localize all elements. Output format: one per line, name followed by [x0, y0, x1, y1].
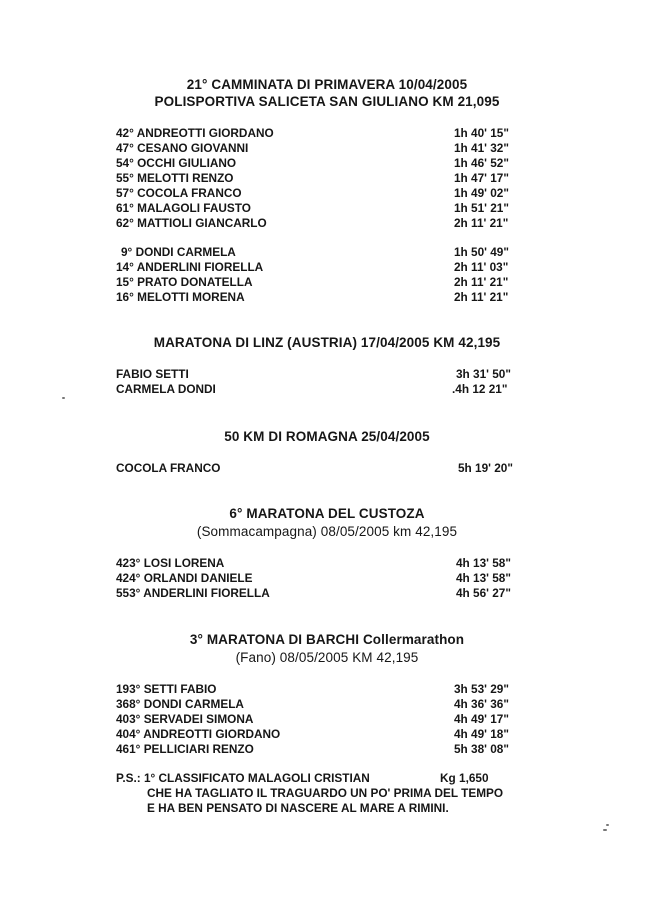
result-time: 4h 13' 58"	[456, 556, 511, 570]
result-time: 3h 53' 29"	[454, 682, 509, 696]
ps-line-2: E HA BEN PENSATO DI NASCERE AL MARE A RIMINI.	[147, 801, 449, 815]
result-time: 1h 47' 17"	[454, 171, 509, 185]
result-row: 42° ANDREOTTI GIORDANO	[116, 126, 274, 140]
result-row: 193° SETTI FABIO	[116, 682, 217, 696]
result-row: COCOLA FRANCO	[116, 461, 221, 475]
result-row: 54° OCCHI GIULIANO	[116, 156, 237, 170]
result-row: 9° DONDI CARMELA	[121, 245, 236, 259]
scan-speck	[62, 397, 65, 399]
result-row: 553° ANDERLINI FIORELLA	[116, 586, 270, 600]
result-time: 2h 11' 21"	[454, 290, 509, 304]
result-row: 461° PELLICIARI RENZO	[116, 742, 254, 756]
ps-weight: Kg 1,650	[440, 771, 489, 785]
result-time: 4h 36' 36"	[454, 697, 509, 711]
section-2-title: MARATONA DI LINZ (AUSTRIA) 17/04/2005 KM 42,195	[153, 335, 501, 350]
scan-speck	[603, 829, 607, 831]
section-3-title: 50 KM DI ROMAGNA 25/04/2005	[224, 429, 430, 444]
result-time: 1h 50' 49"	[454, 245, 509, 259]
result-time: 2h 11' 21"	[454, 275, 509, 289]
result-time: 4h 49' 17"	[454, 712, 509, 726]
result-time: 1h 51' 21"	[454, 201, 509, 215]
scan-speck	[606, 824, 609, 826]
result-time: 1h 49' 02"	[454, 186, 509, 200]
result-row: 47° CESANO GIOVANNI	[116, 141, 249, 155]
result-time: 1h 41' 32"	[454, 141, 509, 155]
result-row: 16° MELOTTI MORENA	[116, 290, 245, 304]
result-row: 423° LOSI LORENA	[116, 556, 225, 570]
result-row: 55° MELOTTI RENZO	[116, 171, 234, 185]
section-4-title-line-1: 6° MARATONA DEL CUSTOZA	[229, 506, 425, 521]
ps-label: P.S.: 1° CLASSIFICATO MALAGOLI CRISTIAN	[116, 771, 370, 785]
result-row: 15° PRATO DONATELLA	[116, 275, 253, 289]
result-time: 2h 11' 03"	[454, 260, 509, 274]
result-time: 2h 11' 21"	[454, 216, 509, 230]
result-time: 4h 56' 27"	[456, 586, 511, 600]
result-row: 61° MALAGOLI FAUSTO	[116, 201, 251, 215]
section-5-title-line-1: 3° MARATONA DI BARCHI Collermarathon	[189, 632, 465, 647]
result-time: 3h 31' 50"	[456, 367, 511, 381]
result-row: CARMELA DONDI	[116, 382, 216, 396]
section-5-title-line-2: (Fano) 08/05/2005 KM 42,195	[235, 650, 419, 665]
result-row: FABIO SETTI	[116, 367, 189, 381]
result-row: 424° ORLANDI DANIELE	[116, 571, 253, 585]
result-time: .4h 12 21"	[452, 382, 508, 396]
result-row: 62° MATTIOLI GIANCARLO	[116, 216, 267, 230]
result-row: 404° ANDREOTTI GIORDANO	[116, 727, 281, 741]
section-1-title-line-1: 21° CAMMINATA DI PRIMAVERA 10/04/2005	[186, 77, 468, 92]
result-row: 368° DONDI CARMELA	[116, 697, 244, 711]
ps-line-1: CHE HA TAGLIATO IL TRAGUARDO UN PO' PRIMA DEL TEMPO	[147, 786, 504, 800]
result-row: 57° COCOLA FRANCO	[116, 186, 242, 200]
result-time: 5h 38' 08"	[454, 742, 509, 756]
result-time: 4h 49' 18"	[454, 727, 509, 741]
result-row: 403° SERVADEI SIMONA	[116, 712, 254, 726]
section-1-title-line-2: POLISPORTIVA SALICETA SAN GIULIANO KM 21,095	[154, 94, 500, 109]
result-row: 14° ANDERLINI FIORELLA	[116, 260, 264, 274]
result-time: 1h 46' 52"	[454, 156, 509, 170]
result-time: 4h 13' 58"	[456, 571, 511, 585]
section-4-title-line-2: (Sommacampagna) 08/05/2005 km 42,195	[196, 524, 458, 539]
result-time: 1h 40' 15"	[454, 126, 509, 140]
result-time: 5h 19' 20"	[458, 461, 513, 475]
